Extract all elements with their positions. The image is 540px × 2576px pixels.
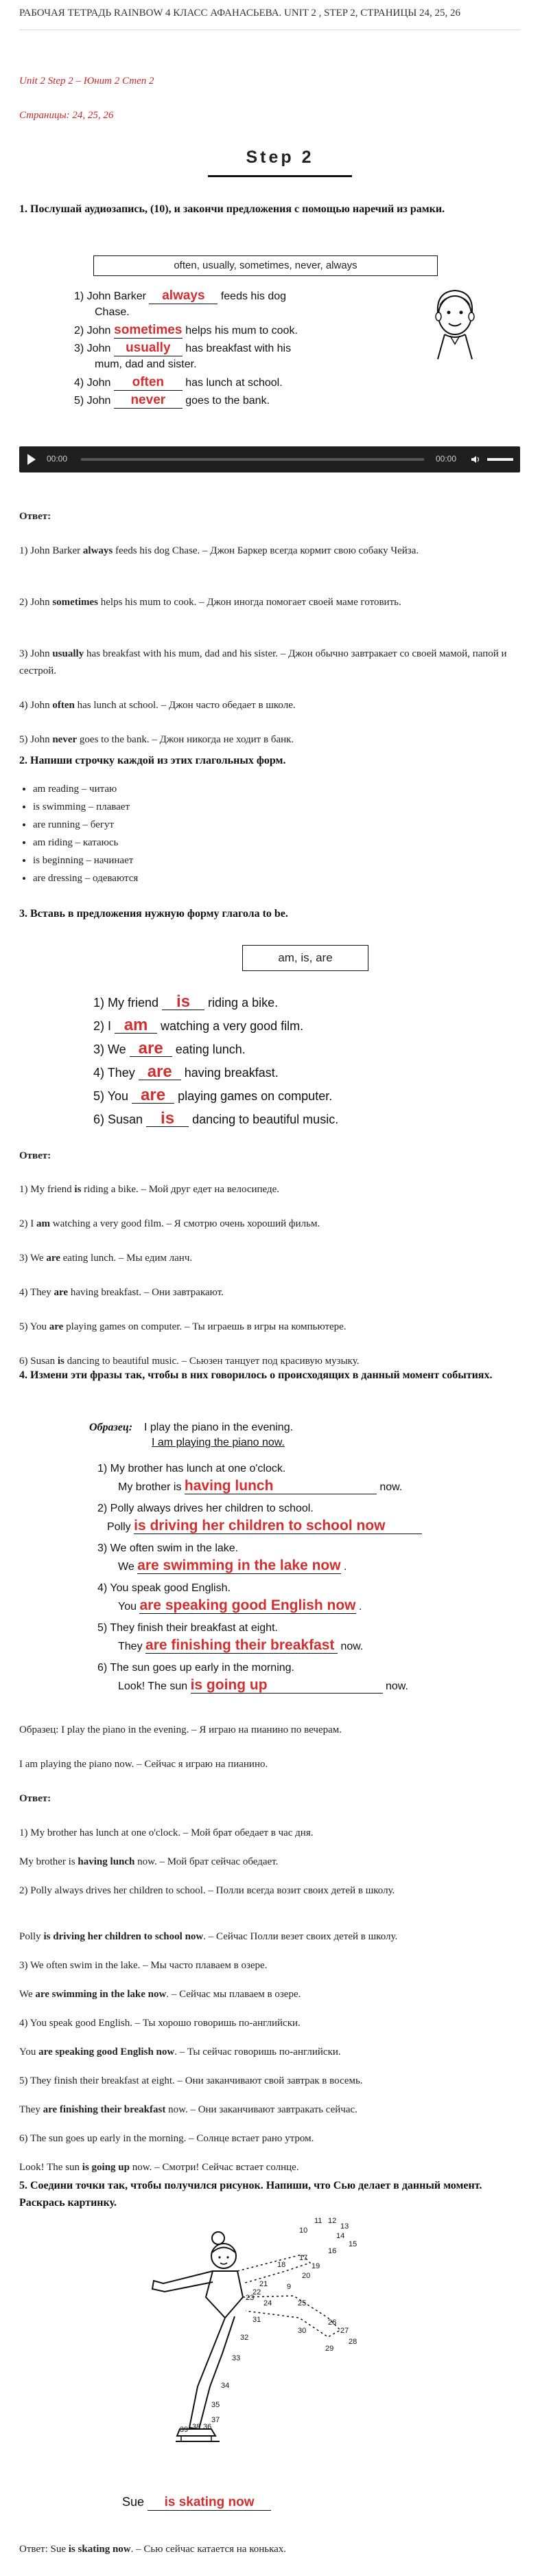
dot-number: 28: [349, 2338, 357, 2346]
task1-answer: [19, 646, 520, 680]
pages-line: Страницы: 24, 25, 26: [19, 110, 114, 121]
line-answer: is: [162, 994, 204, 1010]
response-answer: is going up: [191, 1678, 383, 1694]
play-icon[interactable]: [27, 454, 36, 465]
line-start: John: [86, 343, 114, 354]
line-number: 3): [74, 343, 87, 354]
task1-line: [95, 357, 197, 372]
answer-prefix: 5) John: [19, 734, 53, 745]
answer-prefix: You: [19, 2047, 39, 2058]
dot-number: 27: [340, 2327, 349, 2335]
task3-line: [93, 994, 278, 1010]
step-title: Step 2: [246, 148, 314, 167]
dot-number: 14: [336, 2232, 345, 2240]
answer-suffix: has lunch at school. – Джон часто обедает в школе.: [74, 700, 296, 711]
task2-list: [19, 780, 138, 887]
line-answer: am: [115, 1018, 157, 1034]
answer-bold: is going up: [82, 2162, 130, 2173]
line-answer: sometimes: [114, 323, 183, 337]
answer-suffix: eating lunch. – Мы едим ланч.: [60, 1253, 193, 1264]
dot-number: 24: [263, 2299, 272, 2307]
line-end: playing games on computer.: [174, 1089, 333, 1103]
task4-answer: [19, 1986, 520, 2003]
task3-line: [93, 1018, 303, 1034]
answer-prefix: 4) They: [19, 1287, 54, 1298]
answer-prefix: 3) We: [19, 1253, 47, 1264]
answer-prefix: 1) John Barker: [19, 545, 83, 556]
line-start: I: [108, 1019, 115, 1033]
dot-number: 22: [253, 2288, 261, 2296]
final-answer-suffix: . – Сью сейчас катается на коньках.: [130, 2544, 287, 2555]
answer-suffix: riding a bike. – Мой друг едет на велосипеде.: [81, 1184, 280, 1195]
task4-answer: [19, 2130, 520, 2147]
task1-line: [74, 341, 291, 356]
task4-question: 1) My brother has lunch at one o'clock.: [97, 1463, 286, 1474]
task4-answer: [19, 1957, 520, 1974]
line-answer: usually: [114, 341, 183, 356]
response-end: .: [355, 1601, 362, 1612]
dot-number: 35: [211, 2401, 220, 2409]
line-start: Susan: [108, 1113, 147, 1126]
page: [19, 0, 520, 2555]
answer-bold: are: [46, 1253, 60, 1264]
answer-bold: always: [82, 545, 113, 556]
line-answer: are: [139, 1064, 181, 1080]
task4-answer: [19, 1928, 520, 1946]
task3-line: [93, 1041, 246, 1057]
answer-prefix: 5) You: [19, 1321, 49, 1332]
dot-number: 10: [299, 2226, 308, 2235]
answer-bold: are speaking good English now: [38, 2047, 175, 2058]
task4-question: 5) They finish their breakfast at eight.: [97, 1622, 278, 1634]
answer-prefix: 6) The sun goes up early in the morning. – Солнце встает рано утром.: [19, 2133, 314, 2144]
answer-bold: are swimming in the lake now: [35, 1989, 167, 2000]
dot-number: 11: [314, 2217, 322, 2225]
line-start: mum, dad and sister.: [95, 358, 197, 370]
answer-prefix: 6) Susan: [19, 1356, 58, 1367]
answer-bold: usually: [52, 648, 84, 659]
line-start: Chase.: [95, 306, 130, 318]
line-number: 6): [93, 1113, 108, 1126]
response-answer: is driving her children to school now: [134, 1518, 422, 1534]
answer-bold: is: [57, 1356, 64, 1367]
volume-slider[interactable]: [487, 458, 513, 461]
line-end: has breakfast with his: [182, 343, 292, 354]
task3-answer: [19, 1319, 520, 1336]
response-end: now.: [376, 1481, 403, 1493]
current-time: 00:00: [47, 454, 68, 464]
dot-number: 18: [277, 2261, 286, 2269]
page-title: РАБОЧАЯ ТЕТРАДЬ RAINBOW 4 КЛАСС АФАНАСЬЕВА. UNIT 2 , STEP 2, СТРАНИЦЫ 24, 25, 26: [19, 8, 461, 19]
dot-to-dot-skater-picture: [122, 2215, 451, 2503]
task3-answer: [19, 1181, 520, 1198]
dot-number: 21: [259, 2280, 268, 2288]
answer-prefix: Polly: [19, 1931, 44, 1942]
task4-answer: [19, 2044, 520, 2061]
dot-number: 37: [211, 2416, 220, 2424]
line-start: They: [107, 1066, 139, 1080]
task1-heading: 1. Послушай аудиозапись, (10), и закончи предложения с помощью наречий из рамки.: [19, 203, 445, 215]
answer-prefix: 4) John: [19, 700, 53, 711]
task1-line: [74, 393, 270, 409]
answer-prefix: We: [19, 1989, 36, 2000]
line-start: My friend: [108, 996, 163, 1010]
answer-suffix: playing games on computer. – Ты играешь в игры на компьютере.: [63, 1321, 347, 1332]
response-answer: are finishing their breakfast: [145, 1638, 338, 1654]
task1-answer: [19, 697, 520, 714]
final-answer-bold: is skating now: [68, 2544, 131, 2555]
task3-word-box: am, is, are: [242, 945, 368, 971]
line-answer: often: [114, 375, 183, 391]
response-start: Polly: [107, 1521, 134, 1533]
dot-number: 32: [240, 2334, 249, 2342]
task4-question: 4) You speak good English.: [97, 1582, 231, 1594]
task4-answer: [19, 2015, 520, 2032]
answer-bold: are: [54, 1287, 69, 1298]
answer-suffix: feeds his dog Chase. – Джон Баркер всегда кормит свою собаку Чейза.: [113, 545, 419, 556]
line-end: riding a bike.: [204, 996, 279, 1010]
caption-subject: Sue: [122, 2495, 145, 2509]
task3-answer: [19, 1250, 520, 1267]
verb-form-item: • am riding – катаюсь: [33, 834, 138, 852]
dot-number: 25: [298, 2299, 307, 2307]
line-number: 2): [93, 1019, 108, 1033]
line-start: John Barker: [86, 290, 150, 302]
response-answer: having lunch: [185, 1479, 377, 1494]
task1-line: [74, 375, 283, 391]
line-start: We: [108, 1042, 130, 1056]
response-end: now.: [338, 1641, 364, 1652]
task4-response: [118, 1479, 402, 1495]
task3-line: [93, 1064, 279, 1080]
task4-answer: [19, 1854, 520, 1871]
audio-player: [19, 446, 520, 472]
task1-word-box: often, usually, sometimes, never, always: [93, 255, 438, 276]
task1-line: [74, 323, 298, 339]
task3-line: [93, 1111, 338, 1127]
task4-response: [118, 1638, 363, 1654]
answer-bold: often: [52, 700, 75, 711]
task4-answer: [19, 1825, 520, 1842]
response-end: now.: [382, 1680, 408, 1692]
dot-number: 17: [299, 2254, 308, 2262]
answer-prefix: 5) They finish their breakfast at eight. – Они заканчивают свой завтрак в восемь.: [19, 2075, 363, 2086]
answer-bold: am: [36, 1218, 50, 1229]
verb-form-item: • are dressing – одеваются: [33, 869, 138, 887]
dot-number: 38: [192, 2423, 201, 2431]
task4-question: 3) We often swim in the lake.: [97, 1542, 239, 1554]
response-answer: are speaking good English now: [139, 1597, 356, 1613]
line-end: eating lunch.: [172, 1042, 246, 1056]
dot-number: 13: [340, 2222, 349, 2231]
answer-prefix: 1) My brother has lunch at one o'clock. – Мой брат обедает в час дня.: [19, 1827, 314, 1838]
task4-response: [118, 1678, 408, 1694]
verb-form-item: • are running – бегут: [33, 816, 138, 834]
dot-number: 34: [221, 2382, 230, 2390]
verb-form-item: • is swimming – плавает: [33, 798, 138, 816]
answer-prefix: 2) Polly always drives her children to school. – Полли всегда возит своих детей в школу.: [19, 1885, 395, 1896]
line-number: 1): [93, 996, 108, 1010]
answer-suffix: has breakfast with his mum, dad and his sister. – Джон обычно завтракает со своей мамой, папой и сестрой.: [19, 648, 507, 676]
answer-suffix: watching a very good film. – Я смотрю очень хороший фильм.: [50, 1218, 320, 1229]
line-end: helps his mum to cook.: [182, 325, 298, 337]
answer-prefix: They: [19, 2104, 43, 2115]
task1-line: [74, 288, 286, 304]
line-start: John: [86, 325, 114, 337]
line-start: John: [86, 395, 114, 407]
task1-answer: [19, 543, 520, 560]
dot-number: 15: [349, 2240, 357, 2248]
answer-prefix: 3) We often swim in the lake. – Мы часто плаваем в озере.: [19, 1960, 268, 1971]
task4-answer-label: Ответ:: [19, 1793, 51, 1804]
sample-plain-1: Образец: I play the piano in the evening. – Я играю на пианино по вечерам.: [19, 1724, 342, 1735]
task3-line: [93, 1088, 332, 1104]
response-start: You: [118, 1601, 140, 1612]
dot-number: 26: [328, 2318, 337, 2327]
answer-bold: is: [74, 1184, 82, 1195]
sample-sentence-a: I play the piano in the evening.: [144, 1422, 294, 1433]
dot-number: 29: [325, 2345, 334, 2353]
answer-prefix: 2) John: [19, 597, 53, 608]
task2-heading: 2. Напиши строчку каждой из этих глагольных форм.: [19, 755, 286, 766]
line-answer: are: [132, 1088, 174, 1104]
answer-bold: are: [49, 1321, 64, 1332]
task3-answer: [19, 1284, 520, 1301]
answer-suffix: . – Сейчас Полли везет своих детей в школу.: [203, 1931, 398, 1942]
response-start: My brother is: [118, 1481, 185, 1493]
task3-answer: [19, 1216, 520, 1233]
line-number: 4): [93, 1066, 108, 1080]
dot-number: 16: [328, 2247, 337, 2255]
task4-response: [118, 1598, 362, 1615]
answer-prefix: 2) I: [19, 1218, 36, 1229]
task4-question: 6) The sun goes up early in the morning.: [97, 1662, 294, 1674]
task1-line: [95, 305, 130, 320]
answer-prefix: 1) My friend: [19, 1184, 75, 1195]
answer-prefix: Look! The sun: [19, 2162, 82, 2173]
response-start: Look! The sun: [118, 1680, 191, 1692]
answer-prefix: My brother is: [19, 1856, 78, 1867]
task5-final-answer: [19, 2541, 286, 2558]
sample-plain-2: I am playing the piano now. – Сейчас я играю на пианино.: [19, 1759, 268, 1770]
answer-suffix: now. – Они заканчивают завтракать сейчас.: [165, 2104, 357, 2115]
dot-number: 33: [232, 2354, 241, 2362]
dot-number: 23: [246, 2294, 255, 2302]
task5-heading: 5. Соедини точки так, чтобы получился рисунок. Напиши, что Сью делает в данный момент. Раскрась картинку.: [19, 2180, 482, 2209]
response-start: They: [118, 1641, 146, 1652]
line-number: 5): [74, 395, 87, 407]
dot-number: 39: [180, 2426, 189, 2434]
answer-bold: having lunch: [78, 1856, 135, 1867]
line-answer: never: [114, 393, 183, 409]
answer-bold: is driving her children to school now: [43, 1931, 204, 1942]
task4-answer: [19, 2073, 520, 2090]
line-answer: always: [149, 288, 218, 304]
line-end: has lunch at school.: [182, 377, 283, 389]
task4-response: [118, 1558, 347, 1575]
line-start: John: [86, 377, 114, 389]
answer-suffix: dancing to beautiful music. – Сьюзен танцует под красивую музыку.: [64, 1356, 360, 1367]
verb-form-item: • is beginning – начинает: [33, 852, 138, 869]
task1-answer-label: Ответ:: [19, 511, 51, 522]
seek-bar[interactable]: [81, 458, 424, 461]
task5-caption: [122, 2494, 271, 2511]
caption-answer: is skating now: [148, 2495, 271, 2511]
task4-heading: 4. Измени эти фразы так, чтобы в них говорилось о происходящих в данный момент событиях.: [19, 1369, 493, 1381]
task1-answer: [19, 731, 520, 749]
line-end: having breakfast.: [180, 1066, 279, 1080]
verb-form-item: • am reading – читаю: [33, 780, 138, 798]
answer-suffix: . – Сейчас мы плаваем в озере.: [166, 1989, 301, 2000]
final-answer-prefix: Ответ: Sue: [19, 2544, 69, 2555]
answer-suffix: . – Ты сейчас говоришь по-английски.: [174, 2047, 341, 2058]
boy-illustration: [424, 285, 486, 361]
answer-prefix: 3) John: [19, 648, 53, 659]
answer-prefix: 4) You speak good English. – Ты хорошо говоришь по-английски.: [19, 2018, 301, 2029]
line-number: 4): [74, 377, 87, 389]
line-number: 1): [74, 290, 87, 302]
task4-answer: [19, 2101, 520, 2119]
dot-number: 12: [328, 2217, 337, 2225]
line-end: goes to the bank.: [182, 395, 270, 407]
duration: 00:00: [436, 454, 457, 464]
answer-bold: never: [52, 734, 78, 745]
answer-suffix: now. – Мой брат сейчас обедает.: [134, 1856, 279, 1867]
line-start: You: [107, 1089, 132, 1103]
line-answer: are: [130, 1041, 172, 1057]
line-number: 2): [74, 325, 87, 337]
answer-suffix: now. – Смотри! Сейчас встает солнце.: [130, 2162, 299, 2173]
task4-response: [107, 1518, 422, 1535]
task1-answer: [19, 594, 520, 611]
task3-heading: 3. Вставь в предложения нужную форму глагола to be.: [19, 908, 288, 920]
dot-number: 20: [302, 2272, 311, 2280]
dot-number: 36: [203, 2423, 212, 2431]
answer-bold: are finishing their breakfast: [43, 2104, 166, 2115]
step-title-underline: [208, 175, 352, 177]
answer-suffix: helps his mum to cook. – Джон иногда помогает своей маме готовить.: [98, 597, 401, 608]
task4-answer: [19, 1882, 520, 1900]
line-answer: is: [146, 1111, 189, 1127]
sample-sentence-b: I am playing the piano now.: [152, 1437, 285, 1448]
sample-label: Образец:: [89, 1422, 133, 1433]
unit-line: Unit 2 Step 2 – Юнит 2 Степ 2: [19, 76, 154, 87]
answer-suffix: having breakfast. – Они завтракают.: [68, 1287, 224, 1298]
task3-answer-label: Ответ:: [19, 1150, 51, 1161]
line-number: 5): [93, 1089, 108, 1103]
answer-bold: sometimes: [52, 597, 98, 608]
dot-number: 31: [253, 2316, 261, 2324]
task4-answer: [19, 2159, 520, 2176]
dot-number: 30: [298, 2327, 307, 2335]
dot-number: 19: [312, 2262, 320, 2270]
line-end: feeds his dog: [218, 290, 287, 302]
line-end: watching a very good film.: [157, 1019, 304, 1033]
response-end: .: [340, 1561, 347, 1573]
line-end: dancing to beautiful music.: [189, 1113, 339, 1126]
line-number: 3): [93, 1042, 108, 1056]
response-start: We: [118, 1561, 138, 1573]
answer-suffix: goes to the bank. – Джон никогда не ходит в банк.: [77, 734, 294, 745]
dot-number: 9: [287, 2283, 292, 2291]
task4-question: 2) Polly always drives her children to school.: [97, 1503, 314, 1514]
response-answer: are swimming in the lake now: [137, 1558, 341, 1573]
volume-icon[interactable]: [471, 455, 480, 464]
